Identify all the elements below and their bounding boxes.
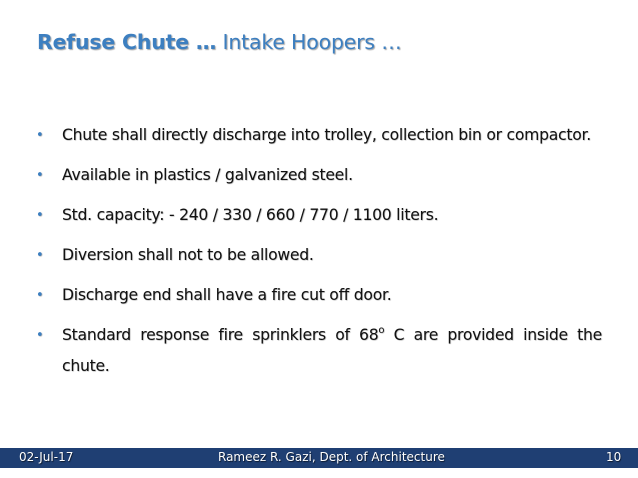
bullet-dot-icon: • xyxy=(36,208,44,223)
footer-date: 02-Jul-17 xyxy=(19,450,74,464)
bullet-dot-icon: • xyxy=(36,128,44,143)
bullet-item xyxy=(36,281,602,310)
bullet-dot-icon: • xyxy=(36,168,44,183)
bullet-text: Std. capacity: - 240 / 330 / 660 / 770 / 1100 liters. xyxy=(62,206,439,224)
slide-title-strong: Refuse Chute … xyxy=(37,30,217,54)
bullet-dot-icon: • xyxy=(36,248,44,263)
bullet-text: Diversion shall not to be allowed. xyxy=(62,246,314,264)
bullet-item xyxy=(36,161,602,190)
bullet-text: Available in plastics / galvanized steel. xyxy=(62,166,353,184)
footer-bar xyxy=(0,448,638,468)
degree-symbol: o xyxy=(378,325,385,336)
bullet-text: Discharge end shall have a fire cut off door. xyxy=(62,286,392,304)
bullet-item xyxy=(36,241,602,270)
bullet-item xyxy=(36,121,602,150)
slide-title-light: Intake Hoopers … xyxy=(222,30,402,54)
bullet-dot-icon: • xyxy=(36,288,44,303)
bullet-list xyxy=(36,121,602,392)
bullet-text-before: Standard response fire sprinklers of 68 xyxy=(62,326,379,344)
bullet-dot-icon: • xyxy=(36,328,44,343)
bullet-text: Chute shall directly discharge into trolley, collection bin or compactor. xyxy=(62,126,591,144)
footer-author: Rameez R. Gazi, Dept. of Architecture xyxy=(218,450,445,464)
bullet-item xyxy=(36,201,602,230)
bullet-text-after: C are provided inside the chute. xyxy=(62,326,602,375)
bullet-item xyxy=(36,321,602,381)
slide-title xyxy=(37,30,402,54)
slide-number: 10 xyxy=(606,450,622,464)
